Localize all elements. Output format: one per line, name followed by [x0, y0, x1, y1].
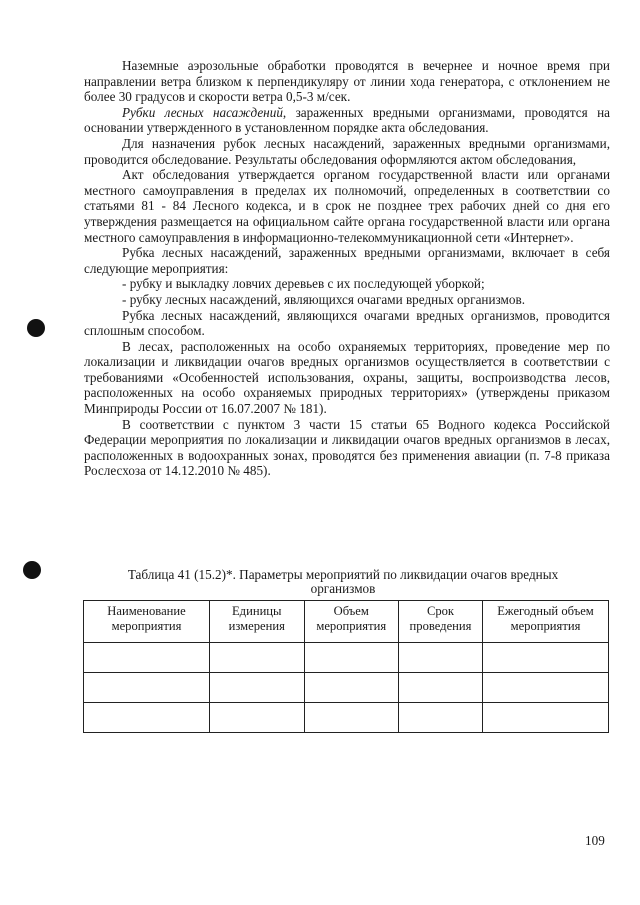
table-cell — [483, 643, 609, 673]
table-cell — [210, 703, 305, 733]
paragraph: Акт обследования утверждается органом государственной власти или органами местного самоуправления в пределах их полномочий, определенных в соответствии со статьями 81 - 84 Лесного кодекса, и в срок не позднее трех рабочих дней со дня его утверждения размещается на официальном сайте органа государственной власти или органа местного самоуправления в информационно-телекоммуникационной сети «Интернет». — [84, 167, 610, 245]
table-cell — [84, 703, 210, 733]
column-header: Единицы измерения — [210, 601, 305, 643]
paragraph: В соответствии с пунктом 3 части 15 статьи 65 Водного кодекса Российской Федерации мероприятия по локализации и ликвидации очагов вредных организмов в лесах, расположенных в водоохранных зонах, проводятся без применения авиации (п. 7-8 приказа Рослесхоза от 14.12.2010 № 485). — [84, 416, 610, 479]
paragraph: Наземные аэрозольные обработки проводятся в вечернее и ночное время при направлении ветра близком к перпендикуляру от линии хода генератора, с отклонением не более 30 градусов и скорости ветра 0,5-3 м/сек. — [84, 58, 610, 105]
table-row — [84, 673, 609, 703]
binder-hole — [23, 561, 41, 579]
paragraph: Для назначения рубок лесных насаждений, зараженных вредными организмами, проводится обследование. Результаты обследования оформляются актом обследования, — [84, 135, 610, 167]
table-row — [84, 643, 609, 673]
table-cell — [483, 673, 609, 703]
table-cell — [84, 673, 210, 703]
binder-hole — [27, 319, 45, 337]
table-cell — [399, 643, 483, 673]
table-cell — [210, 643, 305, 673]
table-cell — [304, 673, 399, 703]
table-header-row — [84, 601, 609, 643]
table-cell — [399, 673, 483, 703]
column-header: Ежегодный объем мероприятия — [483, 601, 609, 643]
table-cell — [483, 703, 609, 733]
table-cell — [210, 673, 305, 703]
list-item: - рубку лесных насаждений, являющихся очагами вредных организмов. — [122, 291, 526, 307]
body-text — [84, 58, 610, 479]
page-number: 109 — [585, 833, 605, 848]
paragraph: В лесах, расположенных на особо охраняемых территориях, проведение мер по локализации и ликвидации очагов вредных организмов осуществляется в соответствии с требованиями «Особенностей использования, охраны, защиты, воспроизводства лесов, расположенных на особо охраняемых природных территориях» (утверждены приказом Минприроды России от 16.07.2007 № 181). — [84, 338, 610, 417]
column-header: Наименование мероприятия — [84, 601, 210, 643]
table-cell — [304, 703, 399, 733]
list-item: - рубку и выкладку ловчих деревьев с их последующей уборкой; — [122, 276, 485, 292]
table-cell — [399, 703, 483, 733]
parameters-table — [83, 600, 609, 733]
table-row — [84, 703, 609, 733]
column-header: Срок проведения — [399, 601, 483, 643]
column-header: Объем мероприятия — [304, 601, 399, 643]
paragraph: Рубка лесных насаждений, зараженных вредными организмами, включает в себя следующие мероприятия: — [84, 245, 610, 276]
table-cell — [84, 643, 210, 673]
table-caption: Таблица 41 (15.2)*. Параметры мероприятий по ликвидации очагов вредных организмов — [127, 567, 559, 596]
table-cell — [304, 643, 399, 673]
paragraph: Рубки лесных насаждений, зараженных вредными организмами, проводятся на основании утвержденного в установленном порядке акта обследования. — [84, 104, 610, 136]
paragraph: Рубка лесных насаждений, являющихся очагами вредных организмов, проводится сплошным способом. — [84, 307, 610, 339]
